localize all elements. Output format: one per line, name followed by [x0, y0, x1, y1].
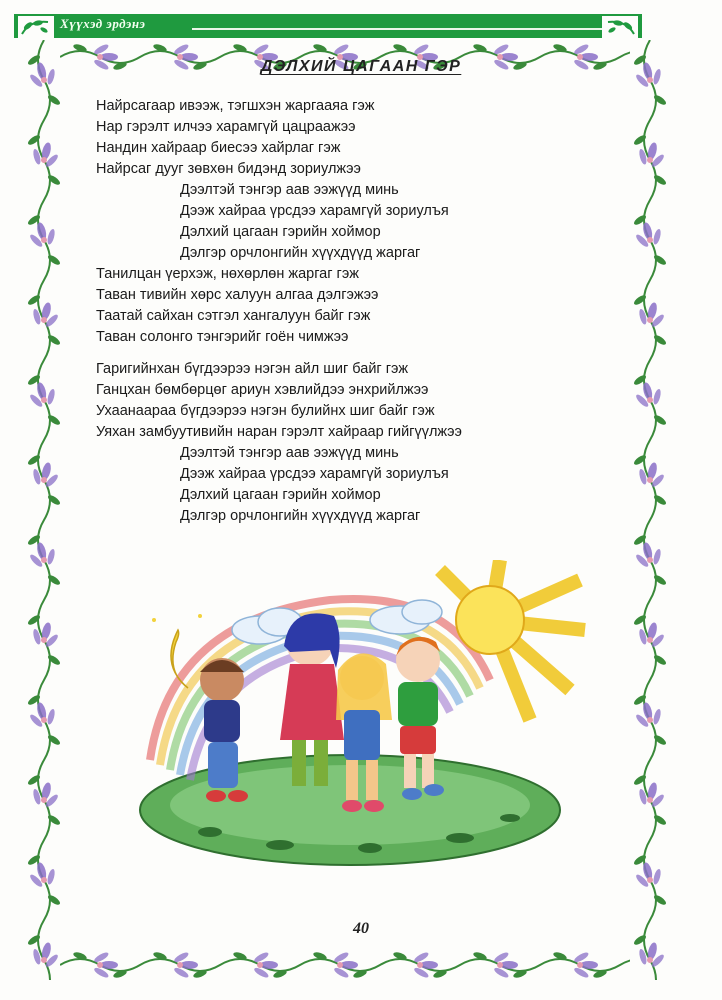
poem-line: Уяхан замбуутивийн наран гэрэлт хайраар гийгүүлжээ [96, 424, 462, 440]
leaf-ornament-icon [18, 16, 54, 38]
header-section-title: Хүүхэд эрдэнэ [60, 16, 146, 31]
vine-border-right [628, 40, 672, 980]
poem-line: Ухаанаараа бүгдээрээ нэгэн булийнх шиг байг гэж [96, 403, 435, 419]
poem-line: Дээлтэй тэнгэр аав ээжүүд минь [180, 445, 399, 461]
leaf-ornament-icon [602, 16, 638, 38]
poem-line: Найрсагаар ивээж, тэгшхэн жаргааяа гэж [96, 98, 375, 114]
poem-line: Таван тивийн хөрс халуун алгаа дэлгэжээ [96, 287, 379, 303]
vine-border-bottom [60, 948, 630, 982]
poem-line: Найрсаг дууг зөвхөн бидэнд зориулжээ [96, 161, 361, 177]
poem-line: Дэлгэр орчлонгийн хүүхдүүд жаргаг [180, 245, 421, 261]
poem-line: Дэлхий цагаан гэрийн хоймор [180, 487, 381, 503]
poem-line: Таван солонго тэнгэрийг гоён чимжээ [96, 329, 349, 345]
poem-line: Гаригийнхан бүгдээрээ нэгэн айл шиг байг гэж [96, 361, 409, 377]
page-number: 40 [353, 920, 369, 937]
poem-line: Дэлхий цагаан гэрийн хоймор [180, 224, 381, 240]
poem-line: Дээж хайраа үрсдээ харамгүй зориулъя [180, 203, 449, 219]
poem-line: Таатай сайхан сэтгэл хангалуун байг гэж [96, 308, 371, 324]
poem-line: Нандин хайраар биесээ хайрлаг гэж [96, 140, 341, 156]
poem-line: Дээж хайраа үрсдээ харамгүй зориулъя [180, 466, 449, 482]
poem-line: Дэлгэр орчлонгийн хүүхдүүд жаргаг [180, 508, 421, 524]
poem-line: Ганцхан бөмбөрцөг ариун хэвлийдээ энхрийлжээ [96, 382, 429, 398]
poem-line: Нар гэрэлт илчээ харамгүй цацраажээ [96, 119, 356, 135]
poem-line: Танилцан үерхэж, нөхөрлөн жаргаг гэж [96, 266, 359, 282]
poem-title: ДЭЛХИЙ ЦАГААН ГЭР [260, 58, 462, 75]
header-rule [192, 28, 604, 30]
poem-line: Дээлтэй тэнгэр аав ээжүүд минь [180, 182, 399, 198]
vine-border-left [22, 40, 66, 980]
children-dancing-illustration [130, 560, 590, 880]
